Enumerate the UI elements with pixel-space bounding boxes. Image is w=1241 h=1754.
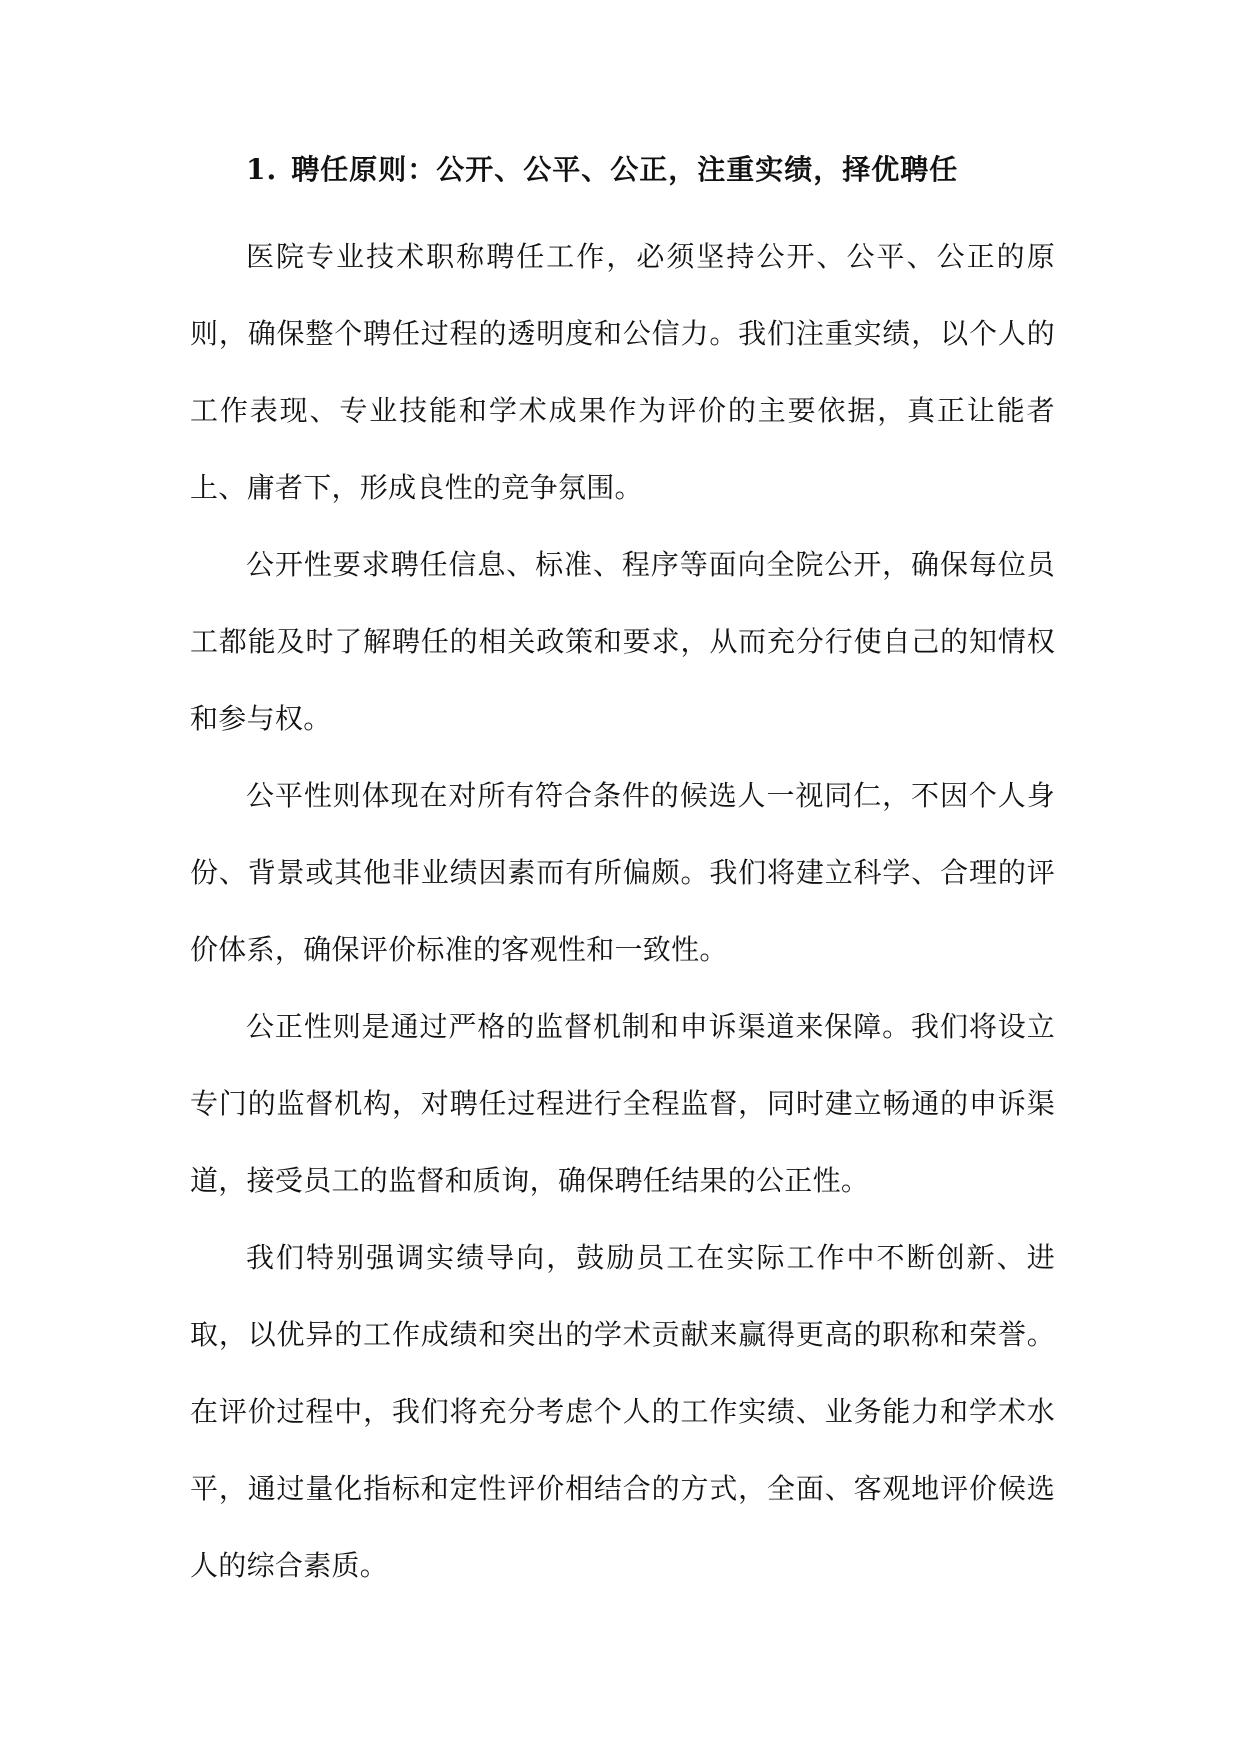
paragraph-openness: 公开性要求聘任信息、标准、程序等面向全院公开，确保每位员工都能及时了解聘任的相关政策和要求，从而充分行使自己的知情权和参与权。: [190, 548, 1055, 735]
section-heading: [246, 150, 1055, 190]
paragraph-principle-overview: 医院专业技术职称聘任工作，必须坚持公开、公平、公正的原则，确保整个聘任过程的透明度和公信力。我们注重实绩，以个人的工作表现、专业技能和学术成果作为评价的主要依据，真正让能者上、庸者下，形成良性的竞争氛围。: [190, 240, 1055, 504]
paragraph-performance-orientation: 我们特别强调实绩导向，鼓励员工在实际工作中不断创新、进取，以优异的工作成绩和突出的学术贡献来赢得更高的职称和荣誉。在评价过程中，我们将充分考虑个人的工作实绩、业务能力和学术水平，通过量化指标和定性评价相结合的方式，全面、客观地评价候选人的综合素质。: [190, 1241, 1055, 1582]
paragraph-fairness: 公平性则体现在对所有符合条件的候选人一视同仁，不因个人身份、背景或其他非业绩因素而有所偏颇。我们将建立科学、合理的评价体系，确保评价标准的客观性和一致性。: [190, 779, 1055, 966]
section-number: 1.: [246, 153, 278, 186]
paragraph-justice: 公正性则是通过严格的监督机制和申诉渠道来保障。我们将设立专门的监督机构，对聘任过程进行全程监督，同时建立畅通的申诉渠道，接受员工的监督和质询，确保聘任结果的公正性。: [190, 1010, 1055, 1197]
section-title: 聘任原则：公开、公平、公正，注重实绩，择优聘任: [291, 153, 959, 186]
document-body: [190, 150, 1055, 1604]
